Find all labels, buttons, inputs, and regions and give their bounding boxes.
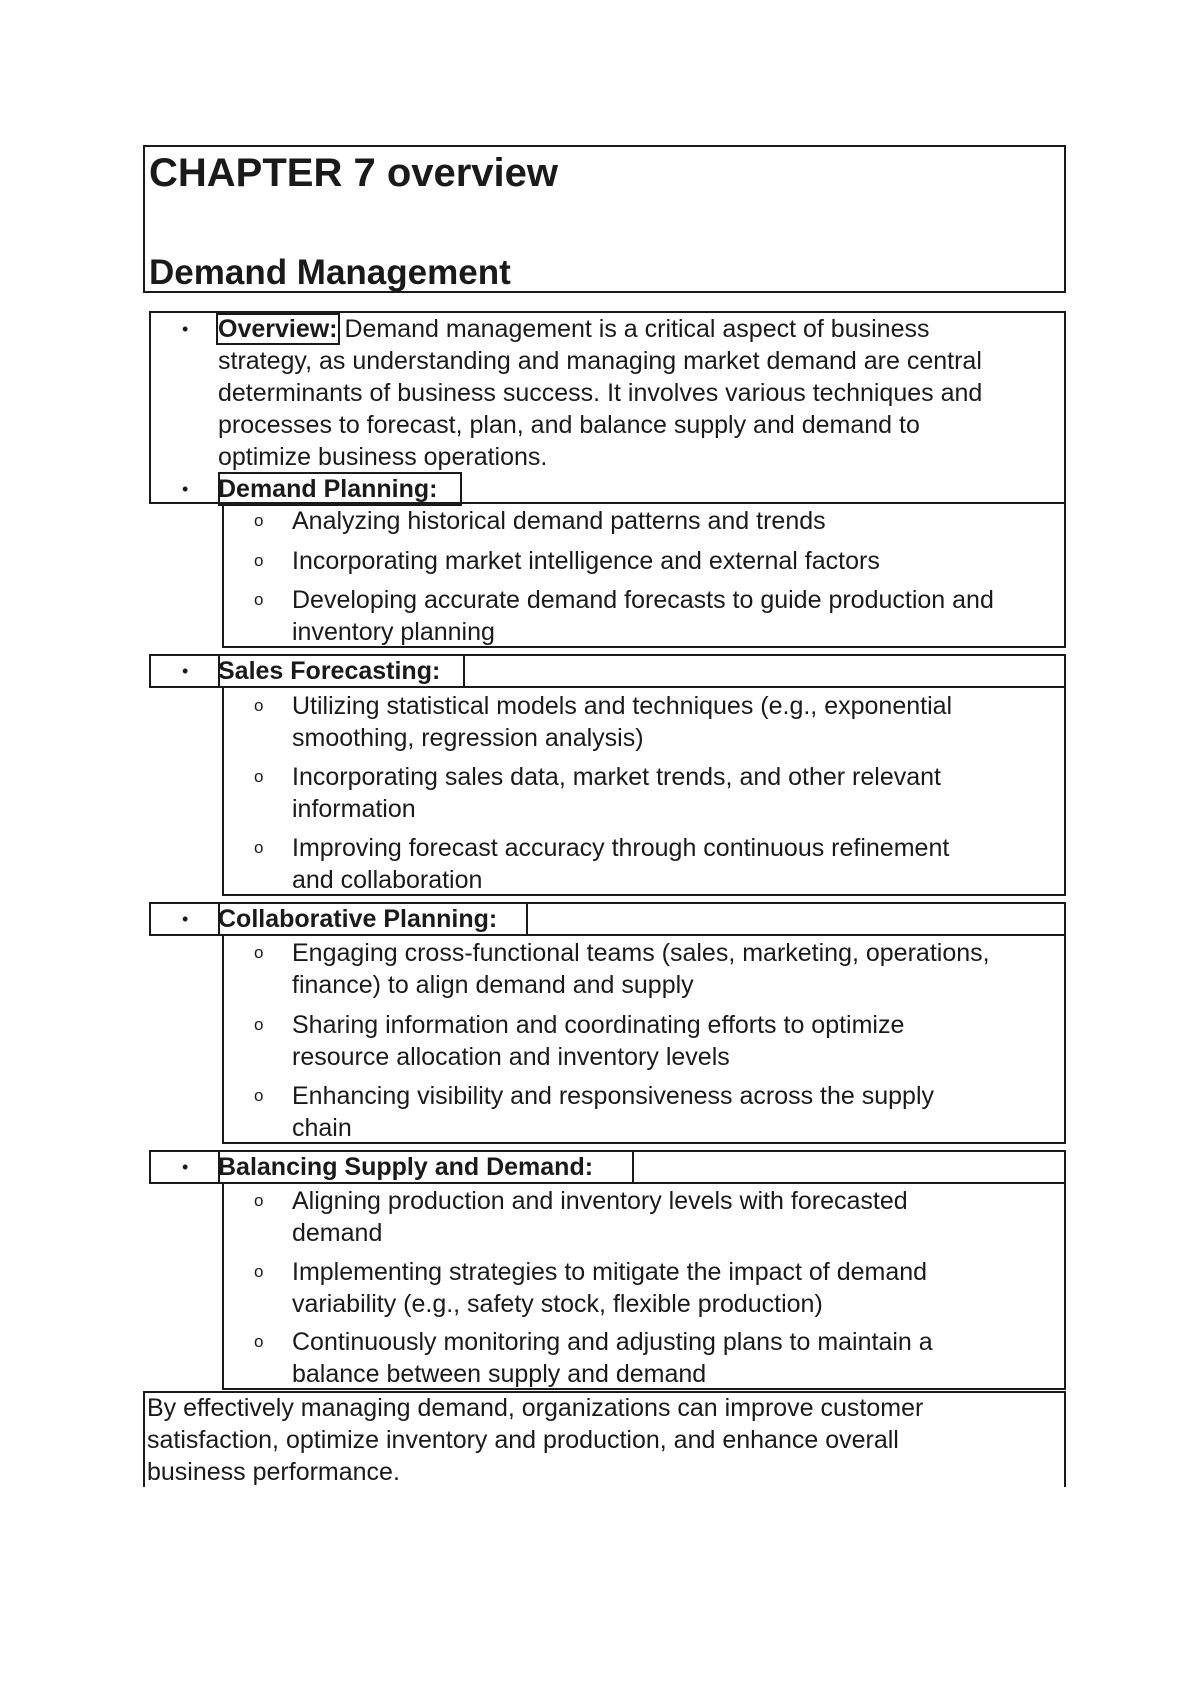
overview-line: optimize business operations.	[218, 443, 548, 471]
closing-paragraph: By effectively managing demand, organizations can improve customer satisfaction, optimize inventory and production, and enhance overall business performance.	[147, 1394, 924, 1486]
bullet-icon: •	[182, 909, 189, 929]
overview-label: Overview:	[218, 315, 338, 343]
sub-bullet-icon: o	[254, 1191, 264, 1210]
list-item: Engaging cross-functional teams (sales, marketing, operations, finance) to align demand and supply	[292, 939, 990, 999]
list-item: Utilizing statistical models and techniques (e.g., exponential smoothing, regression analysis)	[292, 692, 953, 752]
overview-line: strategy, as understanding and managing market demand are central	[218, 347, 982, 375]
overview-paragraph	[218, 313, 1066, 473]
sub-bullet-icon: o	[254, 1262, 264, 1281]
section-heading-box	[218, 472, 462, 506]
section-heading-box	[218, 902, 528, 936]
list-item: Developing accurate demand forecasts to guide production and inventory planning	[292, 586, 994, 646]
sub-bullet-icon: o	[254, 696, 264, 715]
section-heading: Balancing Supply and Demand:	[218, 1153, 594, 1181]
list-item: Sharing information and coordinating efforts to optimize resource allocation and inventory levels	[292, 1011, 905, 1071]
sub-bullet-icon: o	[254, 838, 264, 857]
bullet-icon: •	[182, 1157, 189, 1177]
sub-bullet-icon: o	[254, 767, 264, 786]
bullet-icon: •	[182, 319, 189, 339]
list-item: Enhancing visibility and responsiveness across the supply chain	[292, 1082, 935, 1142]
section-heading: Demand Planning:	[218, 475, 438, 503]
overview-line: processes to forecast, plan, and balance supply and demand to	[218, 411, 920, 439]
closing-box	[143, 1391, 1066, 1487]
list-item: Incorporating sales data, market trends, and other relevant information	[292, 763, 941, 823]
page-subtitle: Demand Management	[149, 253, 511, 292]
overview-line: Demand management is a critical aspect of business	[337, 315, 930, 343]
sub-bullet-icon: o	[254, 1332, 264, 1351]
overview-line: determinants of business success. It involves various techniques and	[218, 379, 983, 407]
list-item: Incorporating market intelligence and external factors	[292, 547, 880, 575]
title-box	[143, 145, 1066, 293]
section-heading: Sales Forecasting:	[218, 657, 441, 685]
page-title: CHAPTER 7 overview	[149, 151, 559, 195]
sub-bullet-icon: o	[254, 943, 264, 962]
list-item: Improving forecast accuracy through continuous refinement and collaboration	[292, 834, 950, 894]
section-heading-box	[218, 654, 465, 688]
bullet-icon: •	[182, 479, 189, 499]
section-heading-box	[218, 1150, 634, 1184]
sub-bullet-icon: o	[254, 1015, 264, 1034]
sub-bullet-icon: o	[254, 590, 264, 609]
list-item: Continuously monitoring and adjusting plans to maintain a balance between supply and demand	[292, 1328, 933, 1388]
section-heading: Collaborative Planning:	[218, 905, 498, 933]
list-item: Analyzing historical demand patterns and trends	[292, 507, 826, 535]
sub-bullet-icon: o	[254, 511, 264, 530]
list-item: Aligning production and inventory levels with forecasted demand	[292, 1187, 908, 1247]
bullet-icon: •	[182, 661, 189, 681]
sub-bullet-icon: o	[254, 1086, 264, 1105]
list-item: Implementing strategies to mitigate the impact of demand variability (e.g., safety stock, flexible production)	[292, 1258, 928, 1318]
sub-bullet-icon: o	[254, 551, 264, 570]
